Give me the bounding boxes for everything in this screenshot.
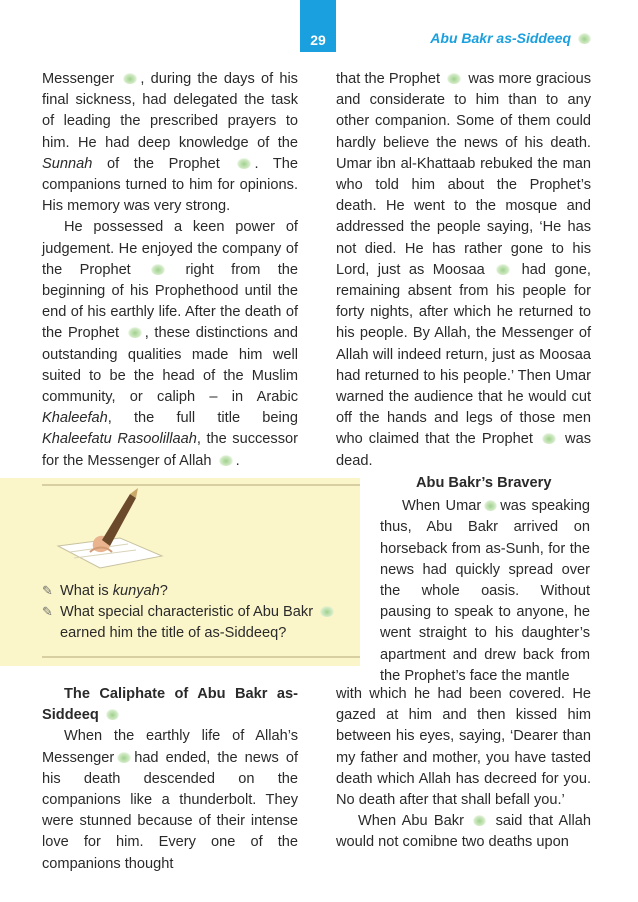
- salutation-icon: [473, 815, 486, 826]
- salutation-icon: [496, 264, 510, 275]
- salutation-icon: [578, 33, 591, 44]
- page-number: 29: [310, 32, 326, 48]
- paragraph: He possessed a keen power of judgement. He enjoyed the company of the Prophet right from the beginning of his Prophethood until the end of his earthly life. After the death of the Prophet , these distinctions and outstanding qualities made him well suited to be the head of the Muslim community, or caliph – in Arabic Khaleefah, the full title being Khaleefatu Rasoolillaah, the successor for the Messenger of Allah .: [42, 219, 298, 469]
- pen-writing-icon: [50, 486, 170, 578]
- section-heading: The Caliphate of Abu Bakr as-Siddeeq: [42, 686, 298, 724]
- salutation-icon: [447, 73, 461, 84]
- salutation-icon: [128, 327, 142, 338]
- page-number-tab: [300, 0, 336, 52]
- paragraph: with which he had been covered. He gazed at him and then kissed him between his eyes, saying, ‘Dearer than my father and mother, you have tasted death which Allah has decreed for you. No death after that shall befall you.’: [336, 686, 591, 809]
- salutation-icon: [484, 500, 497, 511]
- salutation-icon: [542, 433, 556, 444]
- divider: [42, 656, 360, 658]
- paragraph: When Abu Bakr said that Allah would not comibne two deaths upon: [336, 813, 591, 851]
- question-1: ✎ What is kunyah?: [42, 580, 168, 602]
- right-column-bottom: [336, 684, 591, 854]
- caliphate-section: [42, 684, 298, 875]
- left-column-text: [42, 69, 298, 472]
- salutation-icon: [219, 455, 233, 466]
- salutation-icon: [237, 158, 251, 169]
- salutation-icon: [117, 752, 131, 763]
- paragraph: When Umar was speaking thus, Abu Bakr arrived on horseback from as-Sunh, for the news had quickly spread over the whole oasis. Without pausing to speak to anyone, he went straight to his daughter’s apartment and drew back from the Prophet’s face the mantle: [380, 498, 590, 684]
- salutation-icon: [320, 606, 334, 617]
- salutation-icon: [106, 709, 119, 720]
- pencil-bullet-icon: ✎: [42, 604, 53, 619]
- paragraph: When the earthly life of Allah’s Messenger had ended, the news of his death descended on the companions like a thunderbolt. They were stunned because of their intense love for him. Every one of the companions thought: [42, 728, 298, 872]
- right-column-text: [336, 69, 591, 472]
- paragraph: that the Prophet was more gracious and considerate to him than to any other companion. Some of them could hardly believe the news of his death. Umar ibn al-Khattaab rebuked the man who told him about the Prophet’s death. He went to the mosque and addressed the people saying, ‘He has not died. He has rather gone to his Lord, just as Moosaa had gone, remaining absent from his people for forty nights, after which he returned to his people. By Allah, the Messenger of Allah will indeed return, just as Moosaa had returned to his people.’ Then Umar warned the audience that he would cut off the hands and legs of those men who claimed that the Prophet was dead.: [336, 71, 591, 469]
- salutation-icon: [151, 264, 165, 275]
- bravery-section: [380, 473, 590, 687]
- salutation-icon: [123, 73, 137, 84]
- section-heading: Abu Bakr’s Bravery: [416, 475, 552, 491]
- paragraph: Messenger , during the days of his final sickness, had delegated the task of leading the prescribed prayers to him. He had deep knowledge of the Sunnah of the Prophet . The companions turned to him for opinions. His memory was very strong.: [42, 71, 299, 215]
- question-2: ✎ What special characteristic of Abu Bakr earned him the title of as-Siddeeq?: [42, 601, 360, 644]
- pencil-bullet-icon: ✎: [42, 583, 53, 598]
- running-title: Abu Bakr as-Siddeeq: [430, 30, 594, 46]
